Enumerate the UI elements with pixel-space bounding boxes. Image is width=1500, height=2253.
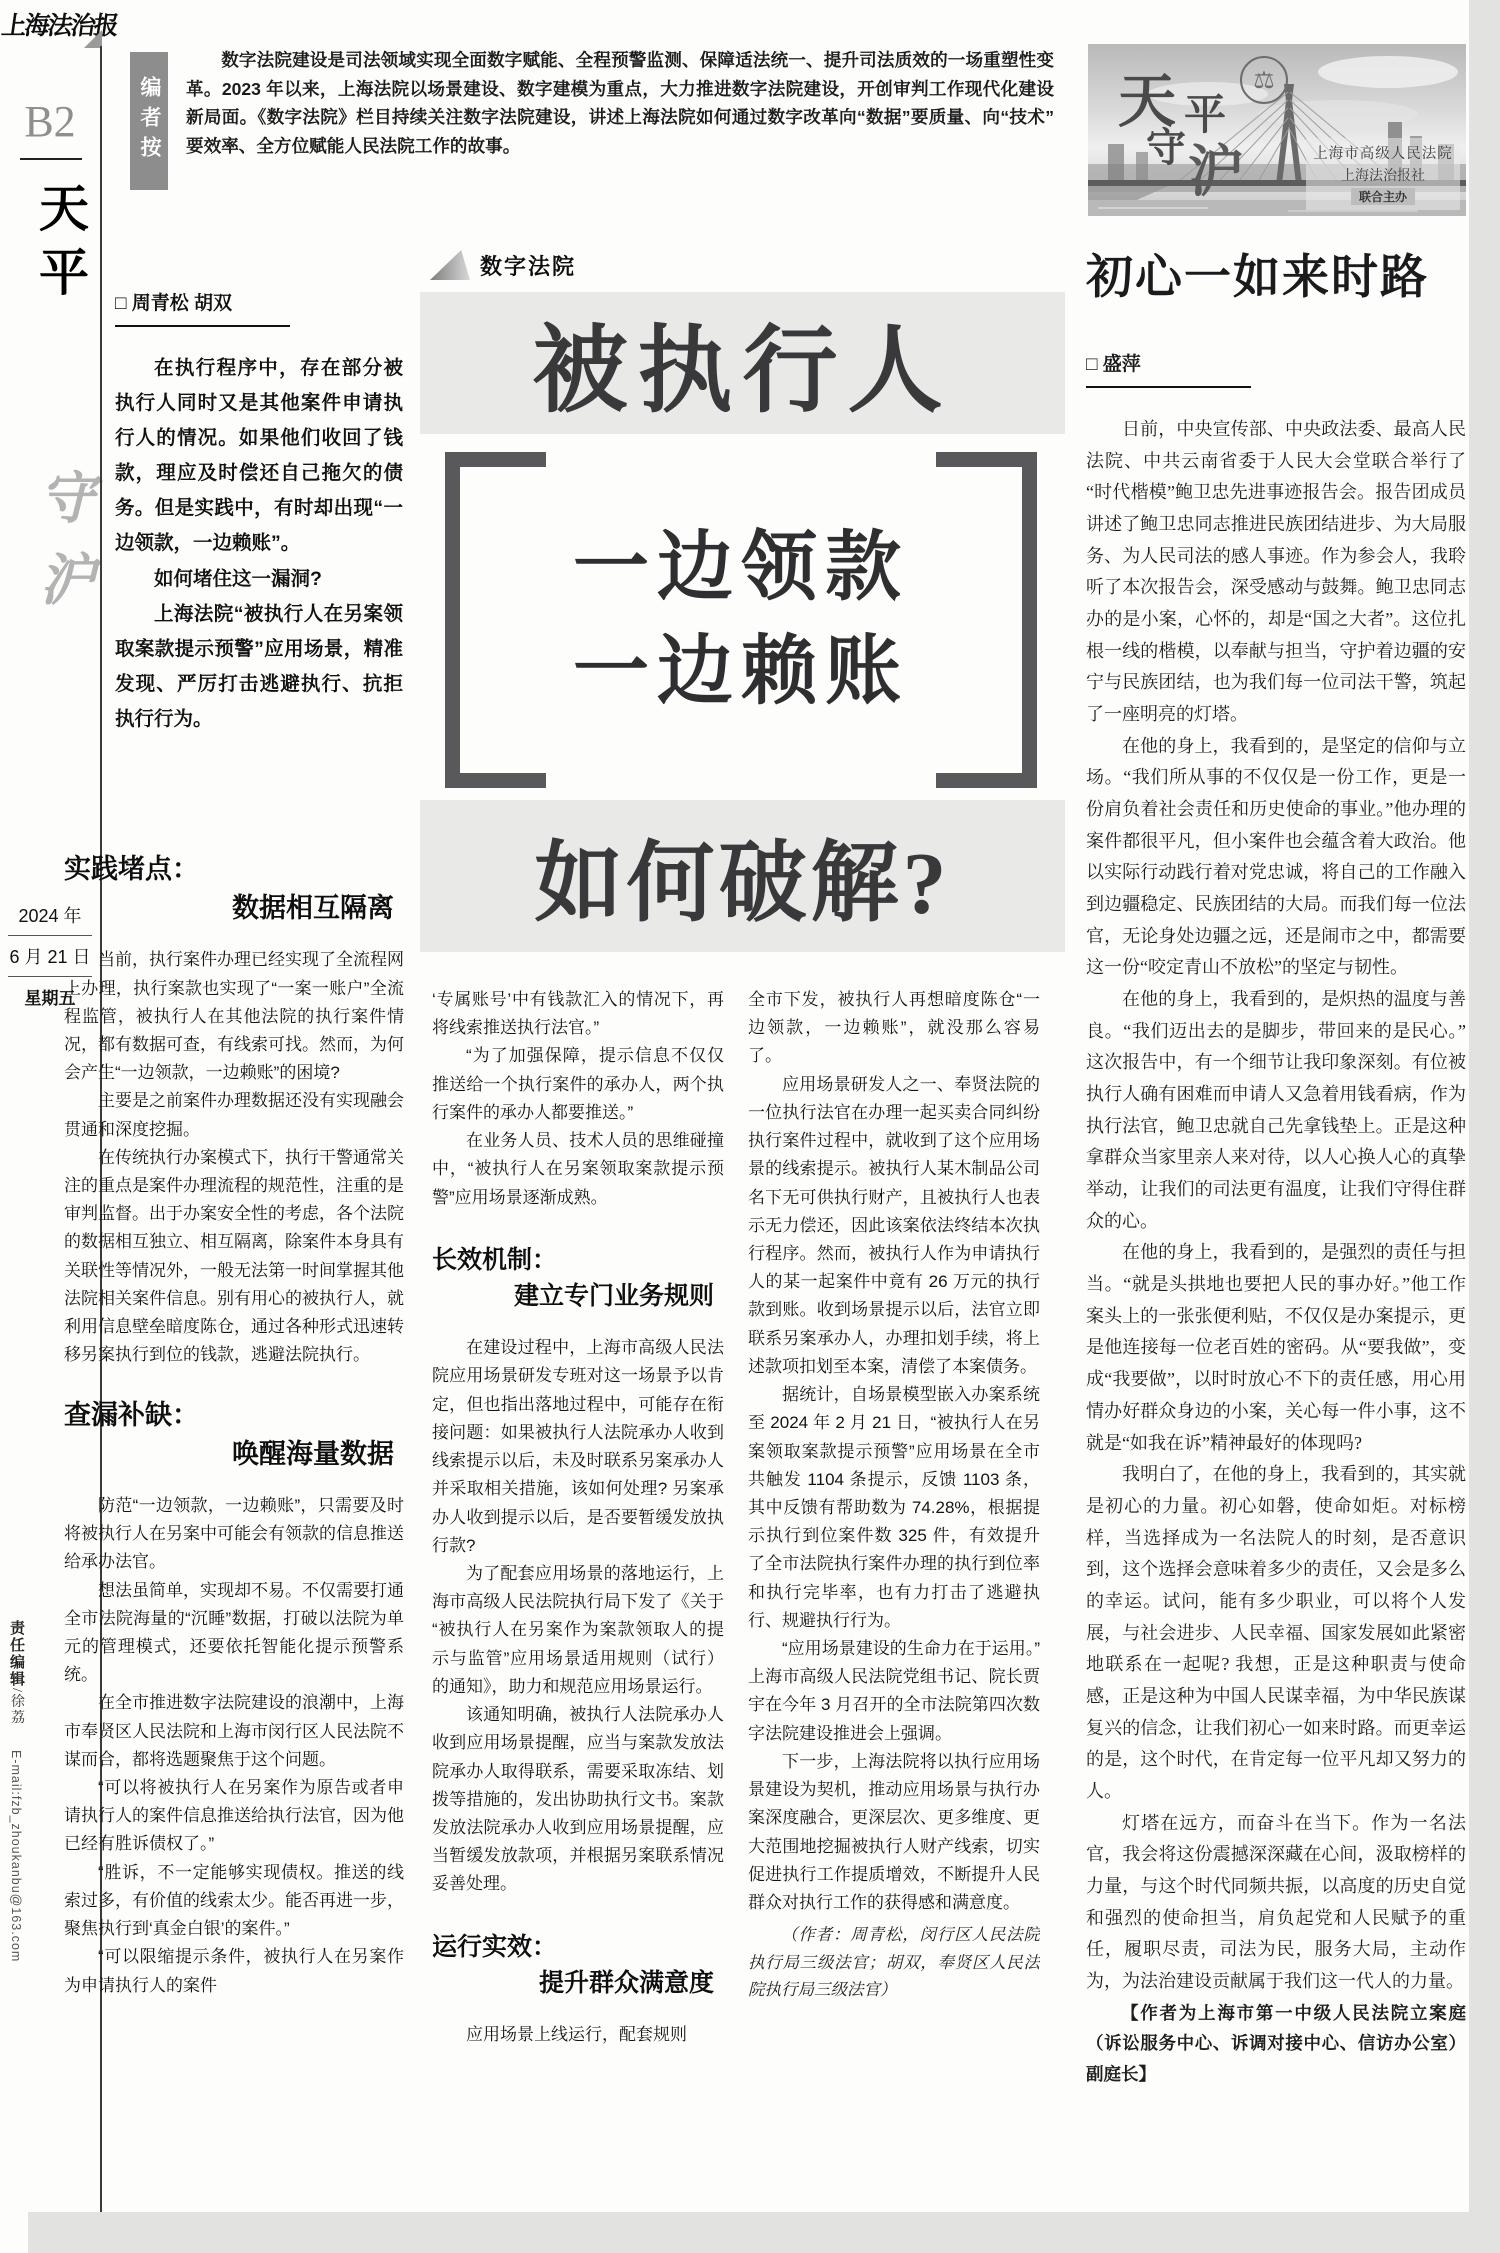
paragraph: 下一步，上海法院将以执行应用场景建设为契机，推动应用场景与执行办案深度融合，更深层次、更多维度、更大范围地挖掘被执行人财产线索，切实促进执行工作提质增效，不断提升人民群众对执行工作的获得感和满意度。: [748, 1751, 1040, 1912]
paragraph: “应用场景建设的生命力在于运用。”上海市高级人民法院党组书记、院长贾宇在今年 3 月召开的全市法院第四次数字法院建设推进会上强调。: [748, 1639, 1040, 1743]
editor-email: E-mail:fzb_zhoukanbu@163.com: [9, 1750, 23, 1963]
right-byline-rule: [1086, 386, 1251, 388]
byline-rule: [115, 325, 290, 327]
paragraph: 【作者为上海市第一中级人民法院立案庭（诉讼服务中心、诉调对接中心、信访办公室）副庭长】: [1086, 2002, 1466, 2085]
right-article-title: 初心一如来时路: [1086, 252, 1429, 304]
section-4-body: [432, 2021, 724, 2049]
headline-bracket-text: [505, 452, 977, 788]
section-head-1-line1: 实践堵点：: [64, 854, 199, 884]
editor-note-text: 数字法院建设是司法领域实现全面数字赋能、全程预警监测、保障适法统一、提升司法质效的一场重塑性变革。2023 年以来，上海法院以场景建设、数字建模为重点，大力推进数字法院建设，开创审判工作现代化建设新局面。《数字法院》栏目持续关注数字法院建设，讲述上海法院如何通过数字改革向“数据”要质量、向“技术”要效率、全方位赋能人民法院工作的故事。: [186, 50, 1054, 156]
section-head-2-line1: 查漏补缺：: [64, 1399, 199, 1430]
paragraph: 全市下发，被执行人再想暗度陈仓“一边领款，一边赖账”，就没那么容易了。: [748, 990, 1040, 1066]
paragraph: 主要是之前案件办理数据还没有实现融会贯通和深度挖掘。: [64, 1091, 404, 1139]
main-byline: □ 周青松 胡双: [115, 293, 233, 314]
editor-note: [118, 42, 1063, 200]
column-tag-triangle-icon: [430, 250, 470, 280]
section-title-gray: 守沪: [31, 468, 93, 632]
section-head-4: [432, 1929, 724, 2002]
section-head-1-line2: 数据相互隔离: [232, 893, 394, 924]
paragraph: 应用场景上线运行，配套规则: [466, 2025, 687, 2045]
paragraph: “可以限缩提示条件，被执行人在另案作为申请执行人的案件: [64, 1947, 404, 1995]
editor-name: /徐荔: [9, 1688, 24, 1726]
bracket-line-2: 一边赖账: [573, 630, 909, 714]
paragraph: 在他的身上，我看到的，是坚定的信仰与立场。“我们所从事的不仅仅是一份工作，更是一份肩负着社会责任和历史使命的事业。”他办理的案件都很平凡，但小案件也会蕴含着大政治。他以实际行动践行着对党忠诚，将自己的工作融入到边疆稳定、民族团结的大局。而我们每一位法官，无论身处边疆之远，还是闹市之中，都需要这一份“咬定青山不放松”的坚定与韧性。: [1086, 735, 1466, 978]
section-head-4-line1: 运行实效：: [432, 1932, 558, 1961]
column-tag-label: 数字法院: [480, 253, 577, 279]
headline-top: 被执行人: [420, 292, 1065, 434]
page-edge-right: [1469, 0, 1500, 2253]
banner-logo-char-shou: 守: [1146, 125, 1186, 170]
paragraph: 据统计，自场景模型嵌入办案系统至 2024 年 2 月 21 日，“被执行人在另案领取案款提示预警”应用场景在全市共触发 1104 条提示，反馈 1103 条，其中反馈有帮助数为 74.28%，根据提示执行到位案件数 325 件，有效提升了全市法院执行案件办理的执行到位率和执行完毕率，也有力打击了逃避执行、规避执行行为。: [748, 1385, 1040, 1630]
paragraph: 我明白了，在他的身上，我看到的，其实就是初心的力量。初心如磐，使命如炬。对标榜样，当选择成为一名法院人的时刻，是否意识到，这个选择会意味着多少的责任，又会是多么的幸运。试问，能有多少职业，可以将个人发展，与社会进步、人民幸福、国家发展如此紧密地联系在一起呢? 我想，正是这种职责与使命感，正是这种为中国人民谋幸福，为中华民族谋复兴的信念，让我们初心一如来时路。而更幸运的是，这个时代，在肯定每一位平凡却又努力的人。: [1086, 1464, 1466, 1801]
paper-name: 上海法治报: [0, 13, 119, 40]
paragraph: “可以将被执行人在另案作为原告或者申请执行人的案件信息推送给执行法官，因为他已经有胜诉债权了。”: [64, 1778, 404, 1854]
banner-org-1: 上海市高级人民法院: [1313, 146, 1453, 162]
paragraph: 在全市推进数字法院建设的浪潮中，上海市奉贤区人民法院和上海市闵行区人民法院不谋而合，都将选题聚焦于这个问题。: [64, 1693, 404, 1769]
banner-caption: [1306, 138, 1460, 210]
section-head-4-line2: 提升群众满意度: [538, 1968, 714, 1997]
paragraph: ‘专属账号’中有钱款汇入的情况下，再将线索推送执行法官。”: [432, 990, 724, 1038]
paragraph: 在他的身上，我看到的，是强烈的责任与担当。“就是头拱地也要把人民的事办好。”他工作案头上的一张张便利贴，不仅仅是办案提示，更是他连接每一位老百姓的密码。从“要我做”，变成“我要做”，以时时放心不下的责任感，用心用情办好群众身边的小案，关心每一件小事，这不就是“如我在诉”精神最好的体现吗?: [1086, 1242, 1466, 1453]
section-head-2-line2: 唤醒海量数据: [232, 1438, 394, 1469]
paragraph: 想法虽简单，实现却不易。不仅需要打通全市法院海量的“沉睡”数据，打破以法院为单元的管理模式，还要依托智能化提示预警系统。: [64, 1580, 404, 1685]
headline-bottom: 如何破解?: [420, 800, 1065, 952]
section-2-body: [64, 1492, 404, 2000]
paragraph: 日前，中央宣传部、中央政法委、最高人民法院、中共云南省委于人民大会堂联合举行了“时代楷模”鲍卫忠先进事迹报告会。报告团成员讲述了鲍卫忠同志推进民族团结进步、为大局服务、为人民司法的感人事迹。作为参会人，我聆听了本次报告会，深受感动与鼓舞。鲍卫忠同志办的是小案，心怀的，却是“国之大者”。这位扎根一线的楷模，以奉献与担当，守护着边疆的安宁与民族团结，也为我们每一位司法干警，筑起了一座明亮的灯塔。: [1086, 419, 1466, 725]
banner-photo: [1088, 44, 1466, 216]
column-tag: [430, 248, 576, 282]
paragraph: （作者：周青松，闵行区人民法院执行局三级法官；胡双，奉贤区人民法院执行局三级法官）: [748, 1925, 1040, 1999]
right-article-byline: □ 盛萍: [1086, 354, 1141, 375]
paragraph: 应用场景研发人之一、奉贤法院的一位执行法官在办理一起买卖合同纠纷执行案件过程中，就收到了这个应用场景的线索提示。被执行人某木制品公司名下无可供执行财产，且被执行人也表示无力偿还，因此该案依法终结本次执行程序。然而，被执行人作为申请执行人的某一起案件中竟有 26 万元的执行款到账。收到场景提示以后，法官立即联系另案承办人，办理扣划手续，将上述款项扣划至本案，清偿了本案债务。: [748, 1074, 1040, 1376]
paragraph: 如何堵住这一漏洞?: [154, 567, 322, 590]
page-number: B2: [24, 97, 76, 146]
left-column: [64, 824, 404, 2212]
middle-column-left: [432, 986, 724, 2212]
page-edge-bottom: [28, 2212, 1500, 2253]
date-weekday: 星期五: [24, 989, 76, 1008]
paragraph: 当前，执行案件办理已经实现了全流程网上办理，执行案款也实现了“一案一账户”全流程监管，被执行人在其他法院的执行案件情况，都有数据可查，有线索可找。然而，为何会产生“一边领款，一边赖账”的困境?: [64, 950, 404, 1083]
banner-logo-char-hu: 沪: [1188, 142, 1244, 204]
editor-label: 责任编辑: [8, 1620, 25, 1688]
paragraph: 上海法院“被执行人在另案领取案款提示预警”应用场景，精准发现、严厉打击逃避执行、抗拒执行行为。: [115, 602, 403, 730]
banner-org-3: 联合主办: [1351, 188, 1415, 205]
paragraph: 在他的身上，我看到的，是炽热的温度与善良。“我们迈出去的是脚步，带回来的是民心。”这次报告中，有一个细节让我印象深刻。有位被执行人确有困难而申请人又急着用钱看病，作为执行法官，鲍卫忠就自己先拿钱垫上。正是这种拿群众当家里亲人来对待，以人心换人心的真挚举动，让我们的司法更有温度，让我们守得住群众的心。: [1086, 989, 1466, 1231]
section-head-3-line2: 建立专门业务规则: [513, 1282, 714, 1310]
section-head-2: [64, 1396, 404, 1474]
section-head-1: [64, 850, 404, 928]
mid-b-paragraphs: [748, 986, 1040, 2003]
paragraph: 在传统执行办案模式下，执行干警通常关注的重点是案件办理流程的规范性，注重的是审判监督。出于办案安全性的考虑，各个法院的数据相互独立、相互隔离，除案件本身具有关联性等情况外，一般无法第一时间掌握其他法院相关案件信息。别有用心的被执行人，就利用信息壁垒暗度陈仓，通过各种形式迅速转移另案执行到位的钱款，逃避法院执行。: [64, 1147, 404, 1365]
section-head-3: [432, 1242, 724, 1315]
paragraph: 在执行程序中，存在部分被执行人同时又是其他案件申请执行人的情况。如果他们收回了钱款，理应及时偿还自己拖欠的债务。但是实践中，有时却出现“一边领款，一边赖账”。: [115, 357, 403, 555]
paragraph: 在建设过程中，上海市高级人民法院应用场景研发专班对这一场景予以肯定，但也指出落地过程中，可能存在衔接问题：如果被执行人法院承办人收到线索提示以后，未及时联系另案承办人并采取相关措施，该如何处理? 另案承办人收到提示以后，是否要暂缓发放执行款?: [432, 1338, 724, 1555]
editor-note-label: 编者按: [130, 52, 168, 190]
section-title-black: 天平: [32, 182, 88, 310]
banner-logo-char-tian: 天: [1118, 69, 1177, 134]
bracket-line-1: 一边领款: [573, 526, 909, 610]
date-day: 6 月 21 日: [9, 947, 91, 967]
page-footer-credits: [6, 1620, 27, 2240]
paragraph: 在业务人员、技术人员的思维碰撞中，“被执行人在另案领取案款提示预警”应用场景逐渐成熟。: [432, 1131, 724, 1207]
right-article-body: [1086, 414, 1466, 2090]
banner-org-2: 上海法治报社: [1341, 167, 1425, 183]
section-head-3-line1: 长效机制：: [432, 1245, 558, 1274]
paragraph: 为了配套应用场景的落地运行，上海市高级人民法院执行局下发了《关于“被执行人在另案作为案款领取人的提示与监管”应用场景适用规则（试行）的通知》，助力和规范应用场景运行。: [432, 1564, 724, 1696]
banner-logo-char-ping: 平: [1184, 93, 1227, 139]
paragraph: 防范“一边领款，一边赖账”，只需要及时将被执行人在另案中可能会有领款的信息推送给承办法官。: [64, 1495, 404, 1572]
main-article-intro: [115, 288, 403, 737]
mid-a-top-paragraphs: [432, 986, 724, 1212]
right-article: [1086, 240, 1466, 2214]
paragraph: “为了加强保障，提示信息不仅仅推送给一个执行案件的承办人，两个执行案件的承办人都要推送。”: [432, 1046, 724, 1122]
middle-column-right: [748, 986, 1040, 2212]
paragraph: 灯塔在远方，而奋斗在当下。作为一名法官，我会将这份震撼深深藏在心间，汲取榜样的力量，与这个时代同频共振，以高度的历史自觉和强烈的使命担当，肩负起党和人民赋予的重任，履职尽责，司法为民，服务大局，主动作为，为法治建设贡献属于我们这一代人的力量。: [1086, 1812, 1466, 1991]
section-3-body: [432, 1334, 724, 1898]
headline-bracket-block: [445, 452, 1037, 788]
paragraph: 该通知明确，被执行人法院承办人收到应用场景提醒，应当与案款发放法院承办人取得联系，需要采取冻结、划拨等措施的，发出协助执行文书。案款发放法院承办人收到应用场景提醒，应当暂缓发放款项，并根据另案联系情况妥善处理。: [432, 1705, 724, 1894]
scales-of-justice-icon: ⚖: [1240, 56, 1288, 104]
section-1-body: [64, 946, 404, 1369]
page-number-rule: [20, 158, 82, 160]
intro-paragraphs: [115, 351, 403, 737]
paragraph: “胜诉，不一定能够实现债权。推送的线索过多，有价值的线索太少。能否再进一步，聚焦执行到‘真金白银’的案件。”: [64, 1862, 404, 1939]
date-year: 2024 年: [18, 906, 82, 926]
